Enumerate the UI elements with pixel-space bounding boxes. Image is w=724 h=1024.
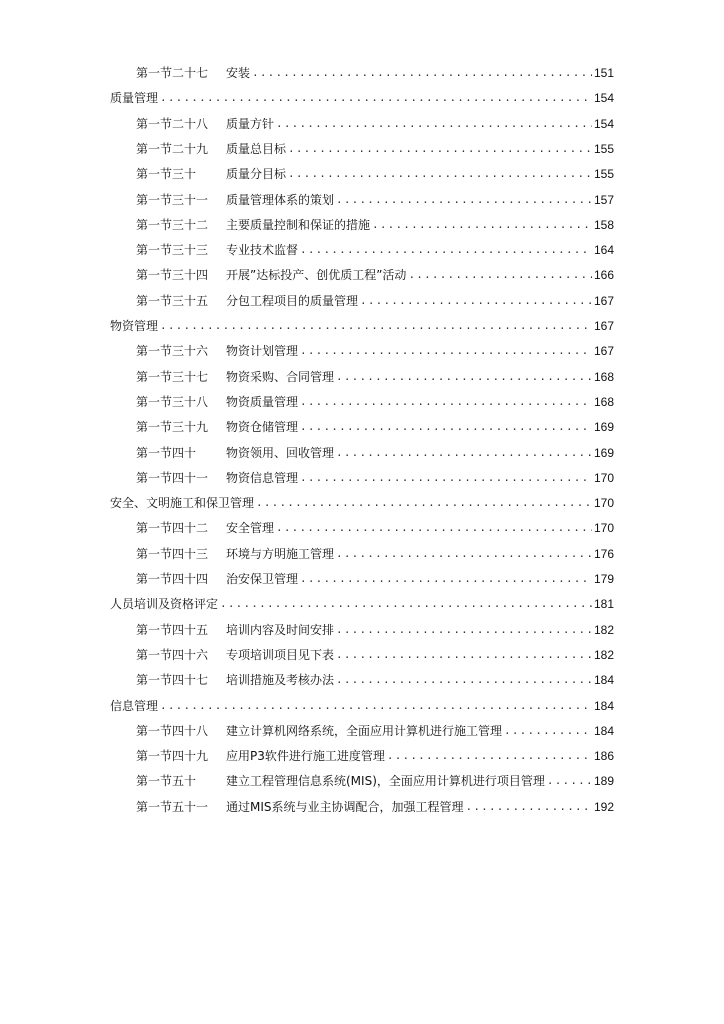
entry-title [136, 65, 250, 81]
toc-section-entry[interactable] [136, 641, 614, 663]
entry-title-text: 应用P3软件进行施工进度管理 [226, 749, 385, 764]
section-number: 第一节四十五 [136, 622, 209, 637]
dot-leader [300, 242, 592, 258]
entry-title [136, 141, 286, 157]
dot-leader [547, 773, 592, 789]
entry-title-text: 人员培训及资格评定 [110, 597, 219, 612]
entry-title [136, 470, 298, 486]
entry-title-text: 专业技术监督 [226, 243, 299, 258]
dot-leader [372, 217, 592, 233]
toc-section-entry[interactable] [136, 464, 614, 486]
entry-title [110, 90, 158, 106]
entry-title-text: 物资管理 [110, 319, 159, 333]
entry-title-text: 培训措施及考核办法 [226, 673, 335, 688]
toc-section-entry[interactable] [136, 514, 614, 536]
entry-title-text: 质量方针 [226, 116, 275, 131]
entry-title [110, 495, 254, 511]
section-number: 第一节四十二 [136, 521, 209, 536]
entry-title [136, 748, 385, 764]
page-number: 164 [593, 243, 614, 258]
entry-title [136, 672, 334, 688]
entry-title [136, 419, 298, 435]
entry-title [136, 293, 358, 309]
page-number: 169 [593, 420, 614, 435]
entry-title [136, 520, 274, 536]
page-number: 168 [593, 369, 614, 384]
page-number: 167 [593, 344, 614, 359]
entry-title-text: 物资计划管理 [226, 344, 299, 359]
entry-title-text: 主要质量控制和保证的措施 [226, 217, 371, 232]
section-number: 第一节四十九 [136, 749, 209, 764]
entry-title [136, 267, 406, 283]
entry-title [136, 242, 298, 258]
toc-chapter-entry[interactable] [110, 590, 614, 612]
dot-leader [160, 90, 592, 106]
entry-title [136, 571, 298, 587]
toc-section-entry[interactable] [136, 59, 614, 81]
dot-leader [288, 166, 592, 182]
page-number: 154 [593, 91, 614, 106]
toc-section-entry[interactable] [136, 236, 614, 258]
entry-title-text: 专项培训项目见下表 [226, 647, 335, 662]
entry-title [136, 369, 334, 385]
dot-leader [300, 343, 592, 359]
entry-title [136, 546, 334, 562]
entry-title-text: 通过MIS系统与业主协调配合，加强工程管理 [226, 799, 464, 814]
section-number: 第一节四十七 [136, 673, 209, 688]
entry-title [110, 698, 158, 714]
entry-title-text: 质量管理体系的策划 [226, 192, 335, 207]
entry-title [136, 647, 334, 663]
toc-section-entry[interactable] [136, 793, 614, 815]
entry-title-text: 信息管理 [110, 698, 159, 713]
toc-section-entry[interactable] [136, 337, 614, 359]
toc-chapter-entry[interactable] [110, 489, 614, 511]
dot-leader [300, 470, 592, 486]
dot-leader [387, 748, 592, 764]
page-number: 170 [593, 521, 614, 536]
section-number: 第一节三十二 [136, 217, 209, 232]
dot-leader [504, 723, 592, 739]
toc-chapter-entry[interactable] [110, 312, 614, 334]
entry-title [136, 723, 502, 739]
section-number: 第一节三十九 [136, 420, 209, 435]
page-number: 179 [593, 572, 614, 586]
entry-title-text: 分包工程项目的质量管理 [226, 293, 359, 308]
toc-section-entry[interactable] [136, 261, 614, 283]
page-number: 170 [593, 470, 614, 485]
page-number: 158 [593, 217, 614, 232]
toc-section-entry[interactable] [136, 413, 614, 435]
dot-leader [336, 192, 592, 208]
page-number: 170 [593, 496, 614, 511]
dot-leader [336, 546, 592, 562]
toc-section-entry[interactable] [136, 666, 614, 688]
page-number: 154 [593, 116, 614, 131]
entry-title [136, 622, 334, 638]
dot-leader [466, 799, 592, 815]
toc-section-entry[interactable] [136, 767, 614, 789]
entry-title-text: 质量管理 [110, 91, 159, 106]
dot-leader [336, 445, 592, 461]
dot-leader [300, 394, 592, 410]
section-number: 第一节四十六 [136, 647, 209, 662]
toc-section-entry[interactable] [136, 135, 614, 157]
entry-title [136, 394, 298, 410]
page-number: 184 [593, 673, 614, 688]
dot-leader [276, 116, 592, 132]
dot-leader [336, 647, 592, 663]
section-number: 第一节三十一 [136, 192, 209, 207]
entry-title [136, 799, 464, 815]
entry-title-text: 物资领用、回收管理 [226, 445, 335, 460]
entry-title-text: 质量分目标 [226, 167, 287, 182]
page-number: 176 [593, 546, 614, 561]
toc-section-entry[interactable] [136, 160, 614, 182]
section-number: 第一节三十 [136, 167, 197, 182]
section-number: 第一节三十五 [136, 293, 209, 308]
dot-leader [300, 419, 592, 435]
page-number: 182 [593, 647, 614, 662]
dot-leader [336, 369, 592, 385]
page-number: 184 [593, 723, 614, 738]
section-number: 第一节三十八 [136, 394, 209, 409]
section-number: 第一节四十一 [136, 470, 209, 485]
page-number: 189 [593, 774, 614, 789]
entry-title-text: 开展”达标投产、创优质工程”活动 [226, 268, 407, 283]
section-number: 第一节二十九 [136, 141, 209, 156]
toc-section-entry[interactable] [136, 186, 614, 208]
entry-title-text: 物资仓储管理 [226, 420, 299, 435]
entry-title-text: 质量总目标 [226, 141, 287, 156]
entry-title-text: 治安保卫管理 [226, 572, 299, 586]
toc-section-entry[interactable] [136, 616, 614, 638]
page-number: 155 [593, 141, 614, 156]
dot-leader [256, 495, 592, 511]
entry-title-text: 培训内容及时间安排 [226, 622, 335, 637]
section-number: 第一节二十八 [136, 116, 209, 131]
dot-leader [252, 65, 592, 81]
toc-section-entry[interactable] [136, 742, 614, 764]
section-number: 第一节四十三 [136, 546, 209, 561]
section-number: 第一节二十七 [136, 66, 209, 80]
dot-leader [336, 672, 592, 688]
entry-title-text: 物资信息管理 [226, 470, 299, 485]
toc-section-entry[interactable] [136, 565, 614, 587]
entry-title [136, 445, 334, 461]
page-number: 157 [593, 192, 614, 207]
page-number: 155 [593, 167, 614, 182]
entry-title-text: 安全、文明施工和保卫管理 [110, 496, 255, 511]
entry-title-text: 安全管理 [226, 521, 275, 536]
entry-title-text: 环境与方明施工管理 [226, 546, 335, 561]
dot-leader [276, 520, 592, 536]
table-of-contents [0, 59, 724, 819]
entry-title-text: 建立计算机网络系统，全面应用计算机进行施工管理 [226, 723, 503, 738]
entry-title [136, 116, 274, 132]
page-number: 167 [593, 319, 614, 333]
page-number: 168 [593, 394, 614, 409]
section-number: 第一节三十七 [136, 369, 209, 384]
toc-section-entry[interactable] [136, 287, 614, 309]
entry-title-text: 物资质量管理 [226, 394, 299, 409]
section-number: 第一节四十四 [136, 572, 209, 586]
toc-section-entry[interactable] [136, 110, 614, 132]
section-number: 第一节三十三 [136, 243, 209, 258]
page-number: 182 [593, 622, 614, 637]
page-number: 169 [593, 445, 614, 460]
dot-leader [300, 571, 592, 587]
dot-leader [336, 622, 592, 638]
section-number: 第一节四十 [136, 445, 197, 460]
section-number: 第一节五十 [136, 774, 197, 789]
section-number: 第一节三十六 [136, 344, 209, 359]
entry-title [136, 166, 286, 182]
section-number: 第一节四十八 [136, 723, 209, 738]
dot-leader [408, 267, 592, 283]
entry-title [110, 596, 218, 612]
dot-leader [220, 596, 592, 612]
toc-chapter-entry[interactable] [110, 692, 614, 714]
entry-title-text: 建立工程管理信息系统(MIS)，全面应用计算机进行项目管理 [226, 774, 545, 789]
page-number: 167 [593, 293, 614, 308]
section-number: 第一节五十一 [136, 799, 209, 814]
page-number: 166 [593, 268, 614, 283]
page-number: 192 [593, 799, 614, 814]
dot-leader [360, 293, 592, 309]
entry-title [136, 773, 545, 789]
toc-section-entry[interactable] [136, 211, 614, 233]
dot-leader [160, 318, 592, 334]
entry-title [136, 343, 298, 359]
dot-leader [288, 141, 592, 157]
toc-section-entry[interactable] [136, 439, 614, 461]
dot-leader [160, 698, 592, 714]
toc-section-entry[interactable] [136, 363, 614, 385]
entry-title-text: 物资采购、合同管理 [226, 369, 335, 384]
toc-section-entry[interactable] [136, 717, 614, 739]
page-number: 184 [593, 698, 614, 713]
entry-title-text: 安装 [226, 66, 251, 80]
page-number: 181 [593, 597, 614, 612]
page-number: 186 [593, 749, 614, 764]
page-number: 151 [593, 66, 614, 80]
entry-title [136, 217, 370, 233]
section-number: 第一节三十四 [136, 268, 209, 283]
entry-title [136, 192, 334, 208]
toc-section-entry[interactable] [136, 540, 614, 562]
toc-chapter-entry[interactable] [110, 84, 614, 106]
toc-section-entry[interactable] [136, 388, 614, 410]
entry-title [110, 318, 158, 334]
